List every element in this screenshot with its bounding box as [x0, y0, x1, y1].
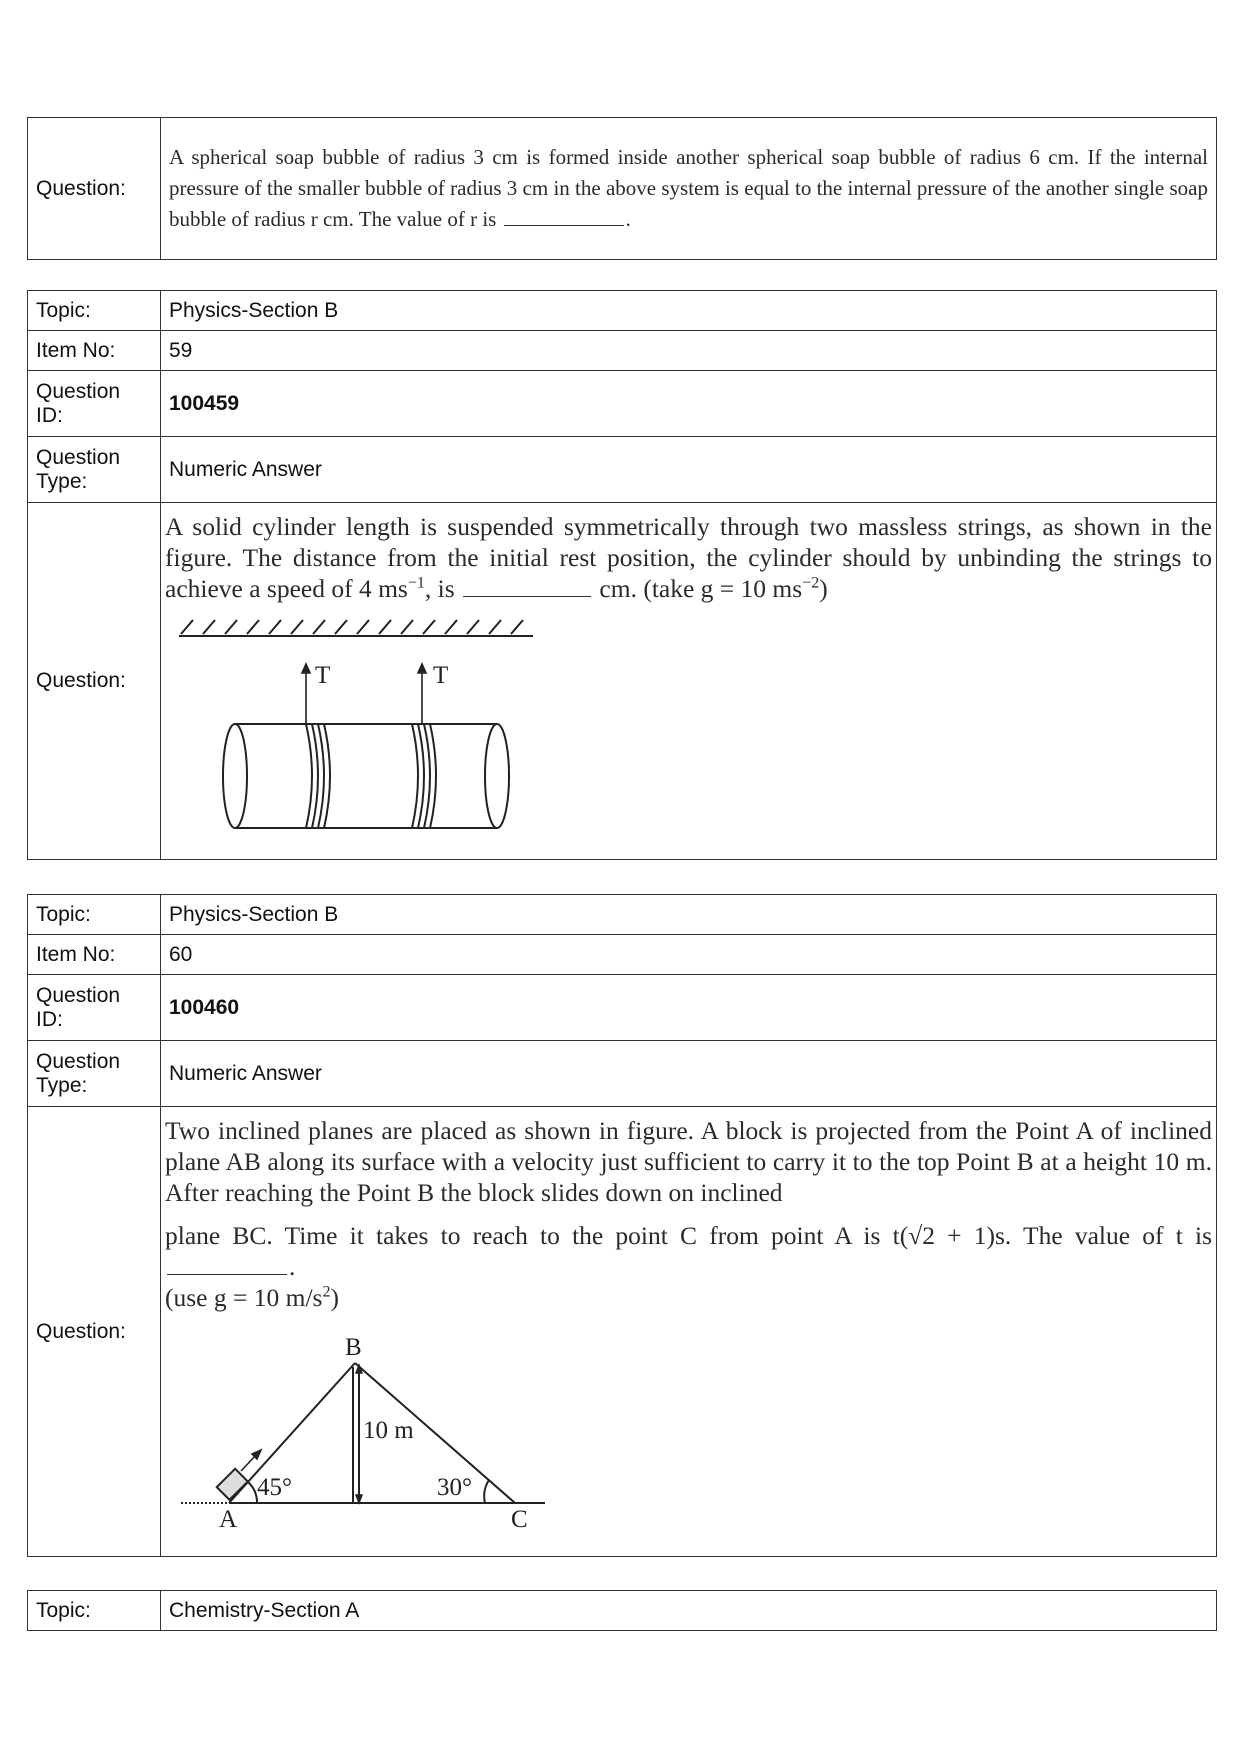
- angle-arc-c: [484, 1480, 489, 1503]
- question-label: Question:: [28, 1107, 161, 1557]
- string-left: [302, 664, 310, 724]
- angle-arc-a: [248, 1482, 257, 1503]
- topic-value: Physics-Section B: [161, 291, 1217, 331]
- question-paragraph-1: Two inclined planes are placed as shown in figure. A block is projected from the Point A of inclined plane AB along its surface with a velocity just sufficient to carry it to the top Point B at a height 10 m. After reaching the Point B the block slides down on inclined: [165, 1116, 1212, 1207]
- question-id-label: Question ID:: [28, 371, 161, 437]
- suspended-cylinder-figure: [171, 610, 551, 845]
- topic-value: Physics-Section B: [161, 895, 1217, 935]
- question-block-1: [27, 117, 1217, 260]
- question-block-chemistry: [27, 1590, 1217, 1631]
- question-content: [161, 503, 1217, 860]
- string-right: [418, 664, 426, 724]
- item-no-label: Item No:: [28, 331, 161, 371]
- velocity-arrow: [241, 1450, 261, 1471]
- item-no-value: 60: [161, 935, 1217, 975]
- question-type-label: Question Type:: [28, 437, 161, 503]
- question-type-label: Question Type:: [28, 1041, 161, 1107]
- question-text: [161, 1107, 1216, 1313]
- topic-label: Topic:: [28, 291, 161, 331]
- question-id-label: Question ID:: [28, 975, 161, 1041]
- height-arrow-top: [356, 1365, 362, 1373]
- inclined-planes-figure: [175, 1313, 595, 1533]
- block: [217, 1469, 248, 1500]
- point-c-label: C: [511, 1506, 528, 1533]
- question-paragraph-2: plane BC. Time it takes to reach to the point C from point A is t(√2 + 1)s. The value of t is .: [165, 1221, 1212, 1281]
- question-block-59: [27, 290, 1217, 860]
- question-type-value: Numeric Answer: [161, 1041, 1217, 1107]
- tension-label-right: T: [433, 662, 449, 689]
- height-arrow-bottom: [356, 1495, 362, 1503]
- topic-label: Topic:: [28, 1591, 161, 1631]
- question-id-value: 100460: [161, 975, 1217, 1041]
- question-block-60: [27, 894, 1217, 1557]
- question-paragraph-3: (use g = 10 $m/s^2$): [165, 1283, 339, 1312]
- angle-30-label: 30°: [437, 1474, 472, 1501]
- question-id-value: 100459: [161, 371, 1217, 437]
- point-a-label: A: [219, 1506, 238, 1533]
- height-label: 10 m: [363, 1417, 414, 1444]
- question-content: [161, 1107, 1217, 1557]
- topic-label: Topic:: [28, 895, 161, 935]
- cylinder: [223, 724, 509, 828]
- ceiling-hatch: [179, 620, 533, 636]
- tension-label-left: T: [315, 662, 331, 689]
- angle-45-label: 45°: [257, 1474, 292, 1501]
- item-no-value: 59: [161, 331, 1217, 371]
- question-text: A solid cylinder length is suspended symmetrically through two massless strings, as shown in the figure. The distance from the initial rest position, the cylinder should by unbinding the strings to achieve a speed of 4 $ms^{-1}$, is cm. (take g = 10 $ms^{-2}$): [165, 512, 1212, 603]
- question-text: A spherical soap bubble of radius 3 cm is formed inside another spherical soap bubble of radius 6 cm. If the internal pressure of the smaller bubble of radius 3 cm in the above system is equal to the internal pressure of the another single soap bubble of radius r cm. The value of r is .: [161, 118, 1217, 260]
- point-b-label: B: [345, 1334, 362, 1361]
- question-label: Question:: [28, 503, 161, 860]
- question-label: Question:: [28, 118, 161, 260]
- question-type-value: Numeric Answer: [161, 437, 1217, 503]
- item-no-label: Item No:: [28, 935, 161, 975]
- topic-value: Chemistry-Section A: [161, 1591, 1217, 1631]
